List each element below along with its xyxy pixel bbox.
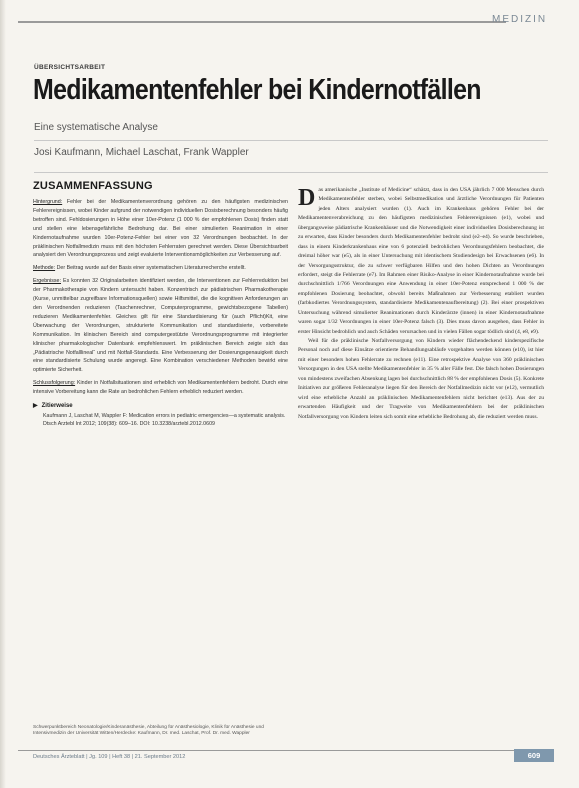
- abstract-text: Der Beitrag wurde auf der Basis einer systematischen Literaturrecherche erstellt.: [55, 265, 246, 272]
- article-kicker: ÜBERSICHTSARBEIT: [34, 64, 106, 71]
- citation-heading: [33, 402, 288, 409]
- article-title: Medikamentenfehler bei Kindernotfällen: [33, 74, 481, 106]
- section-tag: MEDIZIN: [492, 14, 548, 25]
- divider: [34, 140, 548, 141]
- body-paragraph: Weil für die präklinische Notfallversorgung von Kindern wieder flächendeckend kinderspezifische Personal noch auf diese Einsätze orientierte Behandlungsabläufe vorgehalten werden können (e10), ist hier mit einer besonders hohen Fehlerrate zu rechnen (e11). Eine retrospektive Analyse von 360 präklinischen Versorgungen in den USA stellte Medikamentenfehler in 35 % aller Fälle fest. Die falsch hohen Dosierungen von mindestens zweifachen Absenkung lagen bei durchschnittlich 88 % der empfohlenen Dosis (5). Konkrete Initiativen zur größeren Fehleranalyse liegen für den Bereich der Notfallmedizin nicht vor (e12), vermutlich wird eine erhebliche Anzahl an präklinischen Medikamentenfehlern nicht berichtet (e13). Aus der zu erwartenden Häufigkeit und der Tragweite von Medikamentenfehlern bei der präklinischen Notfallversorgung von Kindern leiten sich somit eine erhebliche Bedrohung ab, die reduziert werden muss.: [298, 338, 544, 420]
- citation-heading-label: Zitierweise: [41, 403, 73, 410]
- triangle-right-icon: ▶: [33, 403, 38, 410]
- abstract-text: Es konnten 32 Originalarbeiten identifiziert werden, die Interventionen zur Fehlerreduktion bei der Pharmakotherapie von Kindern untersucht haben. Konzentrisch zur pädiatrischen Pharmakotherapie (Kurse, unmittelbar zugreifbare Informationsquellen) sowie Hilfsmittel, die die kognitiven Anforderungen an den Verordnenden reduzieren (Taschenrechner, Computerprogramme, gewichtsbezogene Tabellen) reduzieren Medikamentenfehler. Gleiches gilt für eine Standardisierung für (auch Pflicht)Kit, eine Überwachung der Verordnungen, strukturierte Kommunikation und standardisierte, vorbereitete Kommunikation. Im klinischen Bereich sind computergestützte Verordnungsprogramme mit integrierter klinischer pharmakologischer Datenbank empfehlenswert. Im präklinischen Bereich zeigte sich das „Pädiatrische Notfalllineal“ und mit Notfall-Standards. Eine Verbesserung der Dosierungsgenauigkeit durch eine standardisierte Schulung wurde angeregt. Eine Kombination verschiedener Methoden bewirkt eine optimierte Sicherheit.: [33, 278, 288, 374]
- abstract-label: Ergebnisse:: [33, 278, 61, 285]
- citation-text: Kaufmann J, Laschat M, Wappler F: Medication errors in pediatric emergencies—a systematic analysis. Dtsch Arztebl Int 2012; 109(38): 609–16. DOI: 10.3238/arztebl.2012.0609: [43, 413, 286, 428]
- abstract-text: Kinder in Notfallsituationen sind erheblich von Medikamentenfehlern bedroht. Durch eine intensive Vorbereitung kann die Rate an bedrohlichen Fehlern erheblich reduziert werden.: [33, 380, 288, 396]
- article-subtitle: Eine systematische Analyse: [34, 122, 158, 133]
- scan-edge: [0, 0, 6, 788]
- article-authors: Josi Kaufmann, Michael Laschat, Frank Wappler: [34, 147, 249, 158]
- dropcap: D: [298, 185, 316, 211]
- abstract-text: Fehler bei der Medikamentenverordnung gehören zu den häufigsten medizinischen Fehlerereignissen, wobei Kinder aufgrund der notwendigen individuellen Dosisberechnung besonders häufig betroffen sind. Fehldosierungen in Höhe einer 10er-Potenz (1 000 % der empfohlenen Dosis) finden statt und stellen eine lebensgefährliche Bedrohung dar. Bei einer simulierten Reanimation in einer Kindernotaufnahme wurden 10er-Potenz-Fehler bei einer von 32 Verordnungen beobachtet. In der präklinischen Notfallmedizin muss mit den höchsten Fehlerraten gerechnet werden. Diese Übersichtsarbeit analysiert den Verordnungsprozess und zeigt evaluierte Interventionsmöglichkeiten zur Verbesserung auf.: [33, 199, 288, 259]
- footer-rule: [18, 750, 550, 751]
- author-affiliation: Schwerpunktbereich Neonatologie/Kinderanästhesie, Abteilung für Anästhesiologie, Klinik für Anästhesie und Intensivmedizin der Universität Witten/Herdecke: Kaufmann, Dr. med. Laschat, Prof. Dr. med. Wappler: [33, 725, 264, 737]
- footer-citation: Deutsches Ärzteblatt | Jg. 109 | Heft 38 | 21. September 2012: [33, 754, 186, 760]
- page-number: 609: [514, 749, 554, 762]
- body-text: [298, 186, 544, 422]
- abstract-label: Schlussfolgerung:: [33, 380, 76, 387]
- abstract-section: [33, 264, 288, 273]
- abstract-heading: ZUSAMMENFASSUNG: [33, 180, 153, 192]
- body-paragraph: as amerikanische „Institute of Medicine“ schätzt, dass in den USA jährlich 7 000 Menschen durch Medikamentenfehler sterben, wobei Selbstmedikation und ärztliche Verordnungen für Patienten jeden Alters analysiert wurden (1). Auch im Krankenhaus gehören Fehler bei der Medikamentenverabreichung zu den häufigsten medizinischen Fehlerereignissen (e1), wobei und übergangsweise pädiatrische Krankenhäuser und die Notwendigkeit einer individuellen Dosisberechnung ist zu erwarten, dass Kinder besonders durch Medikamentenfehler bedroht sind (e2–e4). So wurde beschrieben, dass in einem Kinderkrankenhaus eine von 6 potenziell bedrohlichen Verordnungsfehlern beobachtet, die dreimal höher war (e5), als in einer Untersuchung mit identischem Studiendesign bei Erwachsenen (e6). In der Versorgungsstruktur, die zu schwer verfügbaren Hilfen und den hohen Dichten an Verordnungen erfordert, steigt die Fehlerrate (e7). Im Rahmen einer Risiko-Analyse in einer Kindernotaufnahme wurde bei durchschnittlich 1/766 Verordnungen eine Anwendung in einer 10er-Potenz entsprechend 1 000 % der empfohlenen Dosierung beobachtet, obwohl bereits Maßnahmen zur Verbesserung etabliert wurden (farbkodiertes Verordnungssystem, standardisierte Medikamentenaufbereitung) (2). Bei einer prospektiven Untersuchung während simulierter Reanimationen durch Kinderärzte (innen) in einer Kindernotaufnahme waren sogar 1/32 Verordnungen in einer 10er-Potenz falsch (3). Dies muss davon ausgehen, dass Fehler in erster Hinsicht bedrohlich und auch Schäden verursachen und in vielen Fällen sogar tödlich sind (4, e8, e9).: [298, 187, 544, 335]
- abstract-section: [33, 379, 288, 397]
- abstract-label: Hintergrund:: [33, 199, 63, 205]
- abstract-section: [33, 198, 288, 260]
- header-rule: [18, 21, 506, 23]
- abstract-label: Methode:: [33, 265, 56, 272]
- abstract-section: [33, 277, 288, 375]
- abstract: [33, 180, 288, 429]
- divider: [34, 172, 548, 173]
